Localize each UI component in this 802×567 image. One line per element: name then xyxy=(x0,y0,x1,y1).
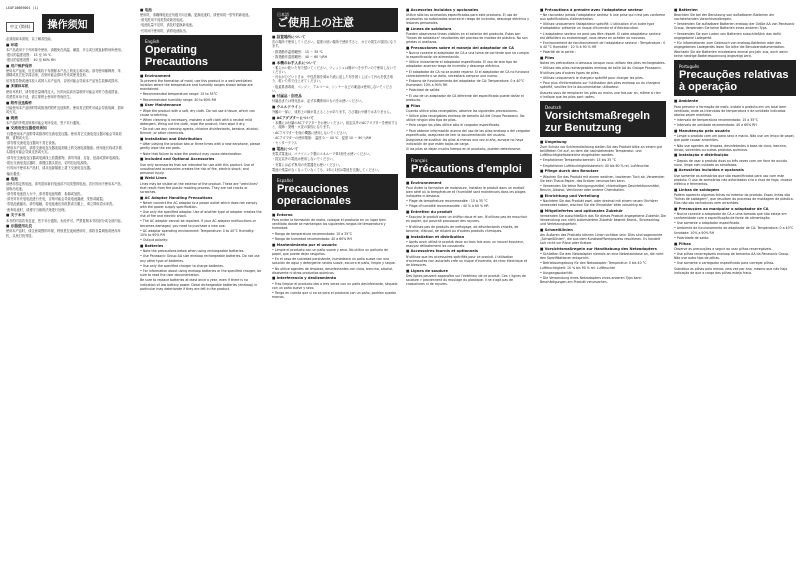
spanish-banner xyxy=(272,174,398,210)
section-heading: ■ ACアダプターについて xyxy=(272,116,314,121)
section-paragraph: 使用本产品前，应先用柔软干布擦除本产品上的灰尘和污垢。请勿使用稀释剂、苯、酒精或其它化学清洁剂，否则可能会损坏外壳或使其变形。 xyxy=(6,69,124,78)
section-paragraph: 電池の残量がなくなっていなくても、1年に1回は電池を交換してください。 xyxy=(272,167,382,172)
section-paragraph: • Never connect the AC adaptor to a power outlet which does not comply with the power supply specification. xyxy=(140,200,258,209)
section-paragraph: ·请勿对非充电电池进行充电，否则可能会导致电池漏液、发热或破裂。 xyxy=(6,197,106,202)
section-paragraph: 充電式電池は、パナソニック製のエネループ単3形をお使いください。 xyxy=(272,152,373,157)
section-paragraph: • Polaridad de salida: xyxy=(406,88,441,93)
section-paragraph: • Betriebsumgebung für den Netzadapter: Temperatur: 0 bis 40 °C Luftfeuchtigkeit: 10 % bis 90 % rel. Luftfeuchte xyxy=(540,261,647,270)
section-heading: ■ Précautions à prendre avec l'adaptateur secteur xyxy=(540,7,644,12)
section-heading: ■ Accessoires fournis et optionnels xyxy=(406,249,479,254)
section-paragraph: ・充電には必ず専用の充電器をお使いください。 xyxy=(272,162,343,167)
section-heading: ■ 环境 xyxy=(6,42,18,47)
section-paragraph: ・本機には付属のACアダプターをお使いください。指定以外のACアダプターを使用すると、故障・発煙・火災の原因になります。 xyxy=(272,121,398,130)
section-paragraph: • Utilice únicamente el adaptador especificado. El uso de otro tipo de adaptador acarrea riesgo de incendio y descarga eléctrica. xyxy=(406,60,518,69)
section-paragraph: • Polarité de la sortie : xyxy=(540,50,576,55)
section-heading: ■ 乐器使用礼仪 xyxy=(6,224,33,229)
column-french-german xyxy=(540,6,666,563)
section-paragraph: Be sure to replace batteries at least once a year, even if there is no indication of low battery power. Dead rechargeable batteries (eneloop) in particular may deteriorate if they are left in the product. xyxy=(140,278,258,291)
section-paragraph: • Verwenden Sie keine Reinigungsmittel, chlorhaltigen Desinfektionsmittel, Benzin, Alkohol, Verdünner oder andere Chemikalien. xyxy=(540,183,660,192)
section-paragraph: • Para obtener información acerca del uso de las pilas eneloop o del cargador especificado, asegúrese de leer la documentación del usuario. xyxy=(406,128,531,137)
section-paragraph: • Utilisez uniquement le chargeur spécifié pour charger les piles. xyxy=(540,75,644,80)
section-heading: ■ 电池 xyxy=(140,7,152,12)
section-heading: ■ 付属品・別売品 xyxy=(272,94,302,99)
section-paragraph: • Wipe the product with a soft, dry cloth. Do not use a tissue, which can cause scratching. xyxy=(140,108,255,117)
section-paragraph: 切勿将异物或液体放入或掉入本产品内，否则可能会导致本产品发生故障或损坏。 xyxy=(6,78,121,83)
section-paragraph: • After playing the product two or three times with a new earphone, please gently wipe the ear pads. xyxy=(140,142,261,151)
section-paragraph: • Empfohlener Temperaturbereich: 15 bis 35 °C xyxy=(540,158,617,163)
section-paragraph: 使用时，请确保电池正负极方向正确。更换电池时，请使用同一型号的新电池。 xyxy=(140,12,252,17)
section-paragraph: N'utilisez que les accessoires spécifiés pour ce produit. L'utilisation d'accessoires non autorisés crée un risque d'incendie, de choc électrique et de blessures. xyxy=(406,254,528,267)
section-heading: ■ Pilas xyxy=(406,103,421,108)
section-paragraph: • Nunca conecte el adaptador de CA a una toma de corriente que no cumpla la especificación de alimentación. xyxy=(406,50,529,60)
section-paragraph: Zum Schutz vor Schimmelbildung stellen Sie das Produkt bitte an einem gut belüfteten Ort auf, an dem die nachstehenden Temperatur- und Luftfeuchtigkeitsbereiche eingehalten werden. xyxy=(540,144,662,158)
section-paragraph: • Empfohlener Luftfeuchtigkeitsbereich: 40 bis 60 % rel. Luftfeuchte xyxy=(540,163,649,168)
section-paragraph: ・塩素系消毒剤、ベンジン、アルコール、シンナーなどの薬品は使用しないでください。 xyxy=(272,84,393,93)
column-english xyxy=(140,6,262,563)
english-language-label: English xyxy=(145,38,160,44)
section-paragraph: To prevent the formation of mold, use this product in a well ventilated location where the temperature and humidity ranges shown below are maintained. xyxy=(140,78,253,92)
section-paragraph: ·废弃电池时，请遵守当地的法规进行处理。 xyxy=(6,207,68,212)
section-heading: ■ Batteries xyxy=(140,243,164,248)
section-paragraph: • Pour plus d'informations sur l'utilisation des piles eneloop ou du chargeur spécifié, veuillez lire la documentation utilisateur. xyxy=(540,81,661,90)
section-heading: ■ 交流电变压器使用须知 xyxy=(6,126,47,131)
section-paragraph: • Essuyez le produit avec un chiffon doux et sec. N'utilisez pas de mouchoir en papier, qui pourrait provoquer des rayures. xyxy=(406,215,528,224)
section-paragraph: • Tras limpiar el producto dos o tres veces con un paño desinfectante, séquelo con un paño suave y seco. xyxy=(272,281,398,290)
section-paragraph: ·使用本产品时，请将交流电变压器连接到墙上的交流电源插座。使用延长线或多插头插座可能会导致过热或火灾。 xyxy=(6,146,122,155)
section-heading: ■ 設置場所について xyxy=(272,35,306,39)
section-paragraph: 使用本产品时，请注意周围的环境，特别是在夜间使用时，请将音量调低或使用耳机，以免打扰邻居。 xyxy=(6,229,121,238)
section-paragraph: Si las pilas se dejan mucho tiempo en el producto, pueden deteriorarse. xyxy=(406,147,522,152)
section-paragraph: ・センタープラス xyxy=(272,141,298,146)
section-paragraph: Wechseln Sie die Batterien mindestens einmal pro Jahr aus, auch wenn keine niedrige Batteriespannung angezeigt wird. xyxy=(674,50,788,59)
section-paragraph: 只能使用本产品所附带或推荐的附件及选购件。使用其它附件可能会导致故障、损坏或火灾。 xyxy=(6,105,124,114)
section-paragraph: Use only accessories that are intended for use with this product. Use of unauthorized accessories creates the risk of fire, electric shock, and personal injury. xyxy=(140,162,255,175)
section-paragraph: Des lignes peuvent apparaître sur l'extérieur de ce produit. Ces « lignes de soudure » proviennent du moulage du plastique. Il ne s'agit pas de craquelures ni de rayures. xyxy=(406,273,526,286)
section-paragraph: • Après avoir utilisé le produit deux ou trois fois avec un nouvel écouteur, essuyez délicatement les coussinets. xyxy=(406,239,524,248)
french-blocks xyxy=(406,181,532,287)
section-paragraph: ·请勿将交流电变压器用于其它设备。 xyxy=(6,141,59,146)
section-paragraph: • No utilice agentes de limpieza, desinfectantes con cloro, bencina, alcohol, disolvente ni otros productos químicos. xyxy=(272,266,394,275)
section-paragraph: • Depois de usar o produto duas ou três vezes com um fone de ouvido novo, limpe com cuidado as almofadas. xyxy=(674,158,787,167)
section-paragraph: • Plage de température recommandée : 15 à 35 °C xyxy=(406,199,488,204)
section-paragraph: Para evitar la formación de moho, coloque el producto en un lugar bien ventilado donde se mantengan los siguientes rangos de temperatura y humedad: xyxy=(272,218,386,231)
section-paragraph: • Note that failure to wipe the product may cause deterioration. xyxy=(140,151,243,156)
section-heading: ■ Schweißlinien xyxy=(540,227,573,232)
french-continued-blocks xyxy=(540,8,666,99)
section-paragraph: • Use only the specified adaptor. Use of another type of adaptor creates the risk of fire and electric shock. xyxy=(140,210,262,219)
section-paragraph: ·输出极性： xyxy=(6,171,23,176)
section-paragraph: • N'utilisez pas de produits de nettoyage, de désinfectants chlorés, de benzine, d'alcool, de diluant ou d'autres produits chimiques. xyxy=(406,224,519,233)
chinese-blocks xyxy=(6,43,124,238)
section-paragraph: ・柔らかい乾いた布で拭いてください。ティッシュは傷がつきやすいので使用しないでください。 xyxy=(272,65,396,74)
section-paragraph: • Ausgangspolarität: xyxy=(540,270,573,275)
section-heading: ■ Entorno xyxy=(272,213,293,218)
section-paragraph: • Nachdem Sie das Produkt zwei- oder dreimal mit einem neuen Ohrhörer verwendet haben, wischen Sie die Ohrpolster bitte vorsichtig ab. xyxy=(540,198,658,207)
section-paragraph: Pueden observarse líneas visibles en el exterior del producto. Estas son "líneas de soldadura" resultantes del proceso de moldeo de plástico. No son grietas ni arañazos. xyxy=(406,31,528,45)
section-heading: ■ Precauções ao manipular o adaptador de CA xyxy=(674,206,769,211)
section-paragraph: • Entorno de funcionamiento del adaptador de CA: Temperatura: 0 a 40°C Humedad: 10% a 90% RH xyxy=(406,79,525,88)
section-paragraph: • Do not use any cleaning agents, chlorine disinfectants, benzine, alcohol, thinner, or other chemicals. xyxy=(140,127,259,136)
section-paragraph: • Ambiente de funcionamento do adaptador de CA: Temperatura: 0 a 40°C Umidade: 10% a 90% RH xyxy=(674,226,794,235)
section-paragraph: 本书的内容若有变更，恕不另行通知。未经许可，严禁复制本书的部分或全部内容。 xyxy=(6,218,124,223)
section-paragraph: 使用耳机时，请勿将音量调得过大。长时间以高音量收听可能会对听力造成损害。 xyxy=(6,89,121,94)
section-heading: ■ Included and Optional Accessories xyxy=(140,157,215,162)
section-paragraph: ・推奨動作湿度範囲： 40 〜 60 ％RH xyxy=(272,54,328,59)
section-paragraph: • The AC adaptor cannot be repaired. If your AC adaptor malfunctions or becomes damaged, you need to purchase a new one. xyxy=(140,219,256,228)
section-paragraph: • Não use agentes de limpeza, desinfetantes à base de cloro, benzina, álcool, solventes ou outros produtos químicos. xyxy=(674,143,787,152)
section-heading: ■ 电池 xyxy=(6,177,18,182)
chinese-intro: 必须阅读本须知，以了解其性能。 xyxy=(6,37,54,41)
section-paragraph: • L'adaptateur secteur ne peut pas être réparé. Si votre adaptateur secteur est défaillant ou endommagé, vous devez en acheter un nouveau. xyxy=(540,31,661,40)
section-heading: ■ Entretien du produit xyxy=(406,210,453,215)
section-paragraph: • Environnement de fonctionnement de l'adaptateur secteur : Température : 0 à 40 °C Humidité : 10 % à 90 % HR xyxy=(540,40,666,50)
portuguese-banner xyxy=(674,60,796,96)
section-paragraph: ·请勿混用不同类型或新旧电池。 xyxy=(140,18,186,23)
spanish-blocks xyxy=(272,213,398,299)
section-paragraph: • Polaridade de saída: xyxy=(674,235,710,240)
section-paragraph: • Limpe o produto com um pano seco e macio. Não use um lenço de papel, que pode causar arranhões. xyxy=(674,134,795,143)
column-chinese xyxy=(6,6,124,563)
section-heading: ■ Mitgeliefertes und optionales Zubehör xyxy=(540,208,623,213)
section-paragraph: ·仅限使用本产品附带或推荐的交流电变压器。使用其它交流电变压器可能会导致故障、冒烟或火灾。 xyxy=(6,131,122,140)
portuguese-blocks xyxy=(674,99,796,274)
chinese-continued-blocks xyxy=(140,8,262,33)
section-paragraph: ·长时间不使用本产品时，请从电源插座上拔下交流电变压器。 xyxy=(6,166,94,171)
section-paragraph: • Utilice pilas recargables eneloop de tamaño AA del Grupo Panasonic. No utilice ningún otro tipo de pilas. xyxy=(406,114,525,123)
section-paragraph: ·电池电量不足时，请及时更换新电池。 xyxy=(140,23,196,28)
section-paragraph: • Die Verwendung eines Netzadapters eines anderen Typs kann Beschädigungen am Produkt verursachen. xyxy=(540,276,642,285)
german-title: Vorsichtsmaßregeln zur Benutzung xyxy=(545,109,650,134)
section-heading: ■ Acessórios incluídos e opcionais xyxy=(674,168,744,173)
section-paragraph: • Use only the specified charger to charge batteries. xyxy=(140,263,224,268)
section-paragraph: • Rango de temperatura recomendado: 15 a 35°C xyxy=(272,231,353,236)
section-heading: ■ Weld Lines xyxy=(140,176,167,181)
english-blocks xyxy=(140,74,262,291)
section-paragraph: • Nunca conecte o adaptador de CA a uma tomada que não esteja em conformidade com a especificação de fonte de alimentação. xyxy=(674,211,787,220)
section-paragraph: Podem aparecer algumas linhas no exterior do produto. Essas linhas são "linhas de soldagem", que resultam do processo de moldagem de plástico. Elas não são rachaduras nem arranhões. xyxy=(674,192,794,205)
section-paragraph: Cuando utilice pilas recargables, observe las siguientes precauciones. xyxy=(406,108,518,113)
section-heading: ■ Vorsichtsmaßregeln zur Handhabung des Netzadapters xyxy=(540,246,657,251)
japanese-title: ご使用上の注意 xyxy=(277,17,354,29)
section-paragraph: • Plage d'humidité recommandée : 40 % à 60 % HR xyxy=(406,204,489,209)
section-paragraph: 次の場所で使用してください。湿度の低い場所で使用すると、カビの発生の原因になります。 xyxy=(272,40,397,49)
section-paragraph: ・推奨動作温度範囲： 15 〜 35 ℃ xyxy=(272,49,323,54)
section-paragraph: Observe as precauções a seguir ao usar pilhas recarregáveis. xyxy=(674,246,773,251)
german-language-label: Deutsch xyxy=(545,104,562,110)
section-heading: ■ Batterien xyxy=(674,7,698,12)
section-paragraph: • For information about using eneloop batteries or the specified charger, be sure to read the user documentation. xyxy=(140,269,262,278)
section-paragraph: • Utilisez des piles rechargeables eneloop de taille AA du Groupe Panasonic. N'utilisez pas d'autres types de piles. xyxy=(540,66,662,75)
section-paragraph: ・ACアダプターの使用環境： 温度 0 〜 40 ℃ 湿度 10 〜 90 ％RH xyxy=(272,135,372,140)
section-paragraph: Lines may be visible on the exterior of the product. These are "weld lines" that result from the plastic molding process. They are not cracks or scratches. xyxy=(140,181,259,194)
section-paragraph: • En el caso de suciedad persistente, humedezca un paño suave con una solución de agua y detergente neutro suave, escurra el paño, limpie y seque. xyxy=(272,257,396,266)
section-heading: ■ Installation and Distribution xyxy=(140,137,202,142)
portuguese-title: Precauções relativas à operação xyxy=(679,69,789,94)
chinese-title: 操作须知 xyxy=(42,14,94,33)
section-heading: ■ Líneas de soldadura xyxy=(406,26,452,31)
section-paragraph: Am Äußeren des Produkts können Linien sichtbar sein. Dies sind sogenannte „Schweißlinien“, die aus dem Kunststoffformprozess resultieren. Es handelt sich nicht um Risse oder Kratzer. xyxy=(540,232,663,246)
section-heading: ■ Installation et distribution xyxy=(406,234,465,239)
section-paragraph: • When cleaning is necessary, moisten a soft cloth with a neutral mild detergent. Wring out the cloth, wipe the product, then wipe it dry. xyxy=(140,117,253,127)
column-spanish-french xyxy=(406,6,532,563)
section-paragraph: 若感觉耳朵不适，请立即停止使用并咨询医生。 xyxy=(6,94,73,99)
section-paragraph: • Use pilhas recarregáveis eneloop de tamanho AA da Panasonic Group. Não use outro tipo de pilhas. xyxy=(674,252,790,261)
section-paragraph: ・ACアダプターを他の機器に使用しないでください。 xyxy=(272,130,350,135)
section-paragraph: • AC adaptor operating environment: Temperature: 0 to 40°C Humidity: 10% to 90% RH xyxy=(140,228,255,237)
spanish-title: Precauciones operacionales xyxy=(277,183,351,208)
section-heading: ■ 本機のお手入れについて xyxy=(272,60,317,65)
section-paragraph: Utilice sólo los accesorios especificados para este producto. El uso de accesorios no autorizados acarrea el riesgo de incendio, descarga eléctrica y lesiones personales. xyxy=(406,12,529,25)
section-paragraph: Pour éviter la formation de moisissure, installez le produit dans un endroit bien aéré où la température et l'humidité sont maintenues dans les plages indiquées ci-dessous. xyxy=(406,185,526,198)
section-paragraph: • Note the precautions below when using rechargeable batteries. xyxy=(140,249,245,254)
section-heading: ■ Pflege durch den Benutzer xyxy=(540,169,599,174)
section-heading: ■ 规格 xyxy=(6,115,18,120)
section-paragraph: Asegúrese de sustituir las pilas al menos una vez al año, aunque no haya indicación de que estén bajas de carga. xyxy=(406,138,524,147)
chinese-language-tag: 中文 (简体) xyxy=(6,22,34,32)
portuguese-language-label: Português xyxy=(679,64,700,70)
spanish-continued-blocks xyxy=(406,8,532,152)
section-paragraph: ·建议的湿度范围： 40 至 60% RH xyxy=(6,58,56,63)
section-heading: ■ 用户维护保养 xyxy=(6,64,33,69)
section-paragraph: • Utilisez uniquement l'adaptateur spécifié. L'utilisation d'un autre type d'adaptateur présente un risque d'incendie et d'électrocution. xyxy=(540,22,655,31)
section-heading: ■ ウエルドライン xyxy=(272,105,302,110)
section-paragraph: ·拔出交流电变压器时，请握住插头拔出，切勿拉扯电源线。 xyxy=(6,160,90,165)
section-paragraph: Substitua as pilhas pelo menos uma vez por ano, mesmo que não haja indicação de que a carga das pilhas esteja fraca. xyxy=(674,266,788,275)
section-paragraph: • Recommended temperature range: 15 to 35°C xyxy=(140,92,218,97)
column-japanese-spanish xyxy=(272,6,398,563)
section-heading: ■ 附件及选购件 xyxy=(6,100,33,105)
section-paragraph: • Use somente o carregador especificado para carregar pilhas. xyxy=(674,261,775,266)
section-paragraph: • Ne raccordez jamais l'adaptateur secteur à une prise qui n'est pas conforme aux spécifications d'alimentation. xyxy=(540,12,666,21)
section-paragraph: Use somente os acessórios que são especificados para uso com este produto. O uso de acessórios não autorizados cria o risco de fogo, choque elétrico e ferimentos. xyxy=(674,173,793,186)
section-heading: ■ Umgebung xyxy=(540,139,567,144)
section-paragraph: • Verwenden Sie aufladbare Batterien eneloop der Größe AA von Panasonic Group. Verwenden Sie keine Batterien eines anderen Typs. xyxy=(674,22,795,31)
section-paragraph: • Recommended humidity range: 40 to 60% RH xyxy=(140,97,217,102)
german-continued-blocks xyxy=(674,8,796,59)
section-heading: ■ Accesorios incluidos y opcionales xyxy=(406,7,479,12)
section-paragraph: • Rango de humedad recomendado: 40 a 60% RH xyxy=(272,236,352,241)
section-heading: ■ Lignes de soudure xyxy=(406,268,448,273)
section-paragraph: 付属品または別売品は、必ず本機専用のものをお使いください。 xyxy=(272,99,365,104)
section-heading: ■ 关于本书 xyxy=(6,213,26,218)
german-banner xyxy=(540,101,666,137)
section-heading: ■ Pilhas xyxy=(674,241,691,246)
section-paragraph: • El adaptador de CA no se puede reparar. Si el adaptador de CA no funciona correctamente o se daña, necesitará comprar uno nuevo. xyxy=(406,69,530,78)
section-heading: ■ Environnement xyxy=(406,180,442,185)
section-paragraph: • Verwenden Sie zum Laden von Batterien ausschließlich das dafür angegebene Ladegerät. xyxy=(674,31,782,40)
section-paragraph: 请使用指定的电池。请勿混用新旧电池或不同类型的电池。若长时间不使用本产品，请取出电池。 xyxy=(6,182,124,191)
section-paragraph: Notez les précautions ci-dessous lorsque vous utilisez des piles rechargeables. xyxy=(540,61,666,66)
section-heading: ■ Environment xyxy=(140,73,171,78)
section-heading: ■ Einrichtung und Verteilung xyxy=(540,193,600,198)
section-paragraph: Para prevenir a formação de mofo, instale o produto em um local bem ventilado, onde os intervalos de temperatura e de umidade indicados abaixo sejam mantidos. xyxy=(674,104,787,117)
section-heading: ■ AC Adaptor Handling Precautions xyxy=(140,195,213,200)
section-paragraph: ·长时间不使用时，请将电池取出。 xyxy=(140,28,189,33)
section-paragraph: ·建议的温度范围： 15 至 35 ℃ xyxy=(6,53,52,58)
section-paragraph: 本产品适用于下列环境中使用，请避免在高温、潮湿、多尘或日照直射的场所使用。 xyxy=(6,47,124,52)
japanese-blocks xyxy=(272,35,398,172)
column-german-portuguese xyxy=(674,6,796,563)
german-blocks xyxy=(540,140,666,285)
section-paragraph: 外観の一部に、成形上の線が見えることがあります。ひび割れや傷ではありません。 xyxy=(272,110,394,115)
document-code: LEAF10869001 (1) xyxy=(6,6,39,10)
section-paragraph: • Use Panasonic Group AA size eneloop rechargeable batteries. Do not use any other type of batteries. xyxy=(140,254,260,263)
section-heading: ■ User Maintenance xyxy=(140,103,182,108)
section-paragraph: Assurez-vous de remplacer les piles au moins une fois par an, même si rien n'indique que les piles sont usées. xyxy=(540,90,661,99)
section-heading: ■ Mantenimiento por el usuario xyxy=(272,242,337,247)
section-heading: ■ Instalação e distribuição xyxy=(674,153,729,158)
section-paragraph: • Intervalo de umidade recomendado: 40 a 60% RH xyxy=(674,123,757,128)
section-paragraph: Beachten Sie bei der Benutzung von aufladbaren Batterien die nachstehenden Vorsichtsmaßregeln. xyxy=(674,12,775,21)
chinese-header xyxy=(6,13,124,33)
english-title: Operating Precautions xyxy=(145,43,208,68)
section-heading: ■ 電池について xyxy=(272,146,299,151)
section-paragraph: • Para cargar las pilas utilice sólo el cargador especificado. xyxy=(406,123,501,128)
section-paragraph: • Tenga en cuenta que si no se seca el producto con un paño, podrían quedar marcas. xyxy=(272,290,397,300)
japanese-banner xyxy=(272,8,398,32)
section-paragraph: • Wischen Sie das Produkt mit einem weichen, trockenen Tuch ab. Verwenden Sie kein Tissue-Papier, das Kratzer verursachen kann. xyxy=(540,174,665,183)
section-heading: ■ Precauciones sobre el manejo del adaptador de CA xyxy=(406,45,514,50)
section-heading: ■ Interferencia y deslizamiento xyxy=(272,276,337,281)
section-paragraph: • Output polarity: xyxy=(140,238,168,243)
spanish-language-label: Español xyxy=(277,178,293,184)
section-paragraph: • Schließen Sie den Netzadapter niemals an eine Netzsteckdose an, die nicht den Spezifikationen entspricht. xyxy=(540,252,664,261)
english-banner xyxy=(140,35,262,71)
section-heading: ■ 多媒体耳机 xyxy=(6,84,29,89)
section-paragraph: • Für Informationen zum Gebrauch von eneloop-Batterien oder des angegebenen Ladegeräts lesen Sie bitte die Benutzerdokumentation. xyxy=(674,40,785,50)
section-paragraph: • Limpie el producto con un paño suave y seco. No utilice un pañuelo de papel, que puede dejar rasguños. xyxy=(272,247,388,256)
french-banner xyxy=(406,154,532,178)
section-heading: ■ Piles xyxy=(540,55,555,60)
french-language-label: Français xyxy=(411,157,428,163)
section-heading: ■ Linhas de soldagem xyxy=(674,187,719,192)
section-heading: ■ Ambiente xyxy=(674,99,699,104)
section-paragraph: ·请勿在交流电变压器或电源线上放置重物，请勿弯曲、拉扯、扭曲或损坏电源线。 xyxy=(6,155,122,160)
section-paragraph: • El uso de un adaptador de CA diferente del especificado puede dañar el producto. xyxy=(406,93,524,102)
section-paragraph: ・汚れがひどいときは、中性洗剤を薄めた液に浸した布を固くしぼって汚れを拭き取り、乾いた布で仕上げてください。 xyxy=(272,75,394,84)
section-paragraph: ・指定以外の電池は使用しないでください。 xyxy=(272,157,336,162)
section-paragraph: • Intervalo de temperatura recomendado: 15 a 35°C xyxy=(674,118,759,123)
section-paragraph: ·若电池液漏出，请勿接触，若电池液沾到皮肤或衣服上，请立即用清水冲洗。 xyxy=(6,202,116,207)
french-title: Précautions d'emploi xyxy=(411,162,522,175)
section-paragraph: Verwenden Sie ausschließlich das für dieses Produkt angegebene Zubehör. Die Verwendung von nicht autorisiertem Zubehör bewirkt Brand-, Stromschlag- und Verletzungsgefahr. xyxy=(540,213,666,227)
section-heading: ■ Manutenção pelo usuário xyxy=(674,129,730,134)
section-paragraph: 本产品的外观及规格可能会有所变动，恕不另行通知。 xyxy=(6,120,83,125)
section-paragraph: • Use somente o adaptador especificado. xyxy=(674,221,741,226)
japanese-language-label: 日本語 xyxy=(277,12,289,17)
section-paragraph: ·请勿将电池投入火中，请勿将电池短路、拆卸或加热。 xyxy=(6,191,84,196)
